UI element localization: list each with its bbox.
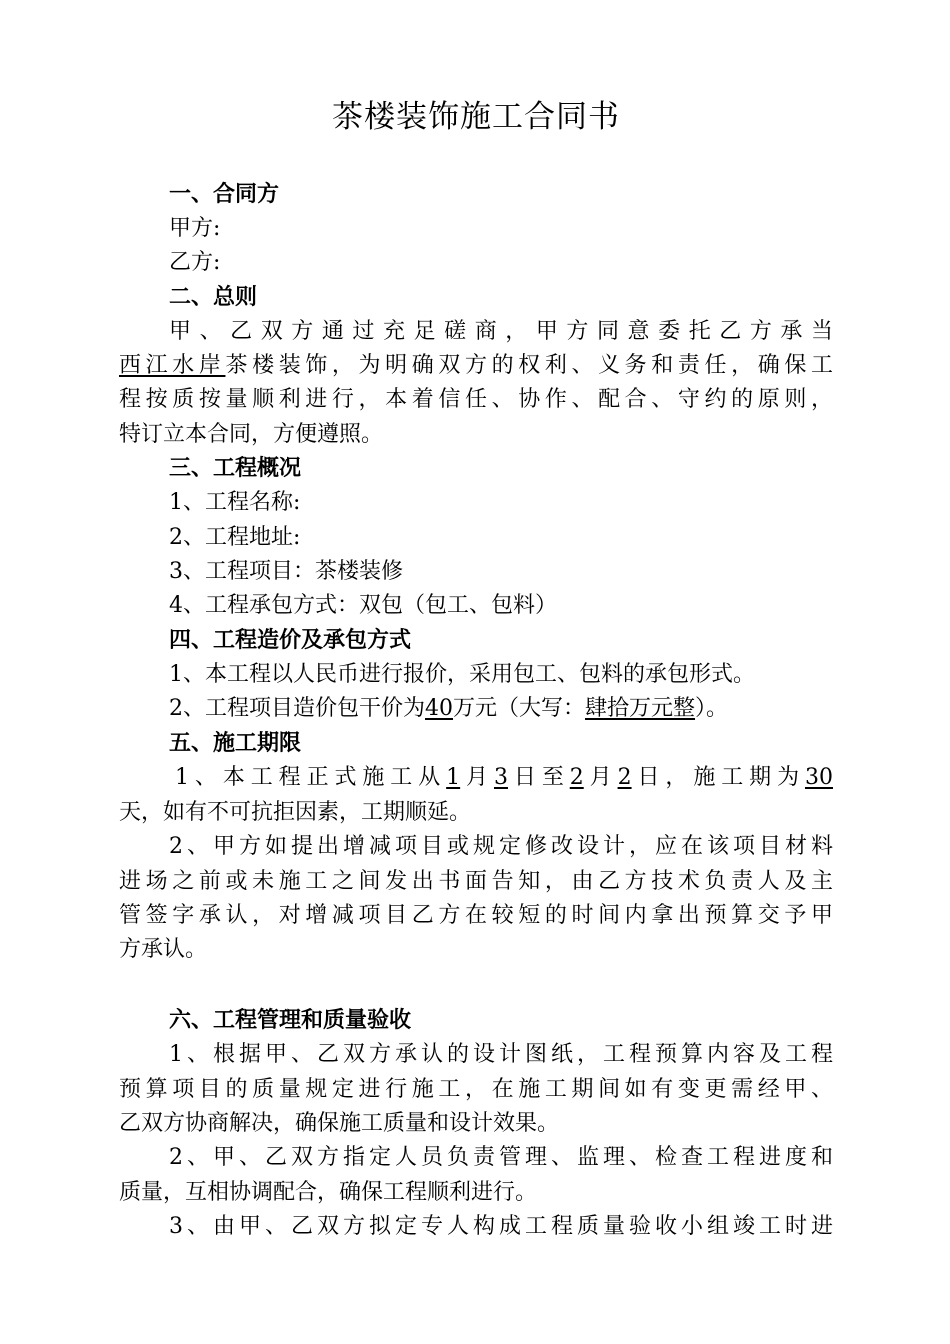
quality-p1-line-1: 1、根据甲、乙双方承认的设计图纸，工程预算内容及工程 <box>169 1042 833 1067</box>
start-month: 1 <box>446 765 461 790</box>
period-text: 月 <box>460 765 494 790</box>
party-a-label: 甲方: <box>169 216 221 241</box>
quality-p1-line-3: 乙双方协商解决，确保施工质量和设计效果。 <box>119 1111 560 1136</box>
period-text: 日至 <box>507 765 570 790</box>
overview-item: 2、工程地址: <box>169 525 301 550</box>
general-line-3: 程按质按量顺利进行，本着信任、协作、配合、守约的原则， <box>119 387 833 412</box>
period-days: 30 <box>804 765 833 790</box>
price-line-1: 1、本工程以人民币进行报价，采用包工、包料的承包形式。 <box>169 662 755 687</box>
party-b-label: 乙方: <box>169 250 221 275</box>
overview-item: 4、工程承包方式：双包（包工、包料） <box>169 593 557 618</box>
period-line-1 <box>175 761 833 795</box>
section-heading-quality: 六、工程管理和质量验收 <box>169 1008 412 1033</box>
period-line-2: 天，如有不可抗拒因素，工期顺延。 <box>119 800 472 825</box>
general-line-2 <box>119 349 833 383</box>
section-heading-overview: 三、工程概况 <box>169 456 302 481</box>
change-line-1: 2、甲方如提出增减项目或规定修改设计，应在该项目材料 <box>169 834 833 859</box>
price-amount: 40 <box>425 696 453 721</box>
price-text: 2、工程项目造价包干价为 <box>169 696 425 721</box>
period-text: 日，施工期为 <box>631 765 805 790</box>
quality-p1-line-2: 预算项目的质量规定进行施工，在施工期间如有变更需经甲、 <box>119 1077 833 1102</box>
end-day: 2 <box>617 765 632 790</box>
change-line-3: 管签字承认，对增减项目乙方在较短的时间内拿出预算交予甲 <box>119 903 833 928</box>
section-heading-price: 四、工程造价及承包方式 <box>169 628 412 653</box>
price-line-2 <box>169 692 728 726</box>
section-heading-period: 五、施工期限 <box>169 731 302 756</box>
project-site-name: 西江水岸 <box>119 353 226 378</box>
period-text: 1、本工程正式施工从 <box>175 765 447 790</box>
overview-item: 3、工程项目：茶楼装修 <box>169 559 403 584</box>
general-line-1: 甲、乙双方通过充足磋商，甲方同意委托乙方承当 <box>169 319 833 344</box>
period-text: 月 <box>583 765 618 790</box>
change-line-4: 方承认。 <box>119 937 208 962</box>
quality-p3-line-1: 3、由甲、乙双方拟定专人构成工程质量验收小组竣工时进 <box>169 1214 833 1239</box>
price-text: 万元（大写： <box>453 696 586 721</box>
document-title: 茶楼装饰施工合同书 <box>332 99 620 135</box>
end-month: 2 <box>569 765 584 790</box>
overview-item: 1、工程名称: <box>169 490 301 515</box>
general-line-2-text: 茶楼装饰，为明确双方的权利、义务和责任，确保工 <box>225 353 833 378</box>
start-day: 3 <box>493 765 508 790</box>
change-line-2: 进场之前或未施工之间发出书面告知，由乙方技术负责人及主 <box>119 869 833 894</box>
section-heading-parties: 一、合同方 <box>169 182 280 207</box>
quality-p2-line-2: 质量，互相协调配合，确保工程顺利进行。 <box>119 1180 538 1205</box>
section-heading-general: 二、总则 <box>169 285 258 310</box>
price-text: ）。 <box>695 696 729 721</box>
quality-p2-line-1: 2、甲、乙双方指定人员负责管理、监理、检查工程进度和 <box>169 1145 833 1170</box>
general-line-4: 特订立本合同，方便遵照。 <box>119 422 384 447</box>
price-amount-capital: 肆拾万元整 <box>585 696 696 721</box>
